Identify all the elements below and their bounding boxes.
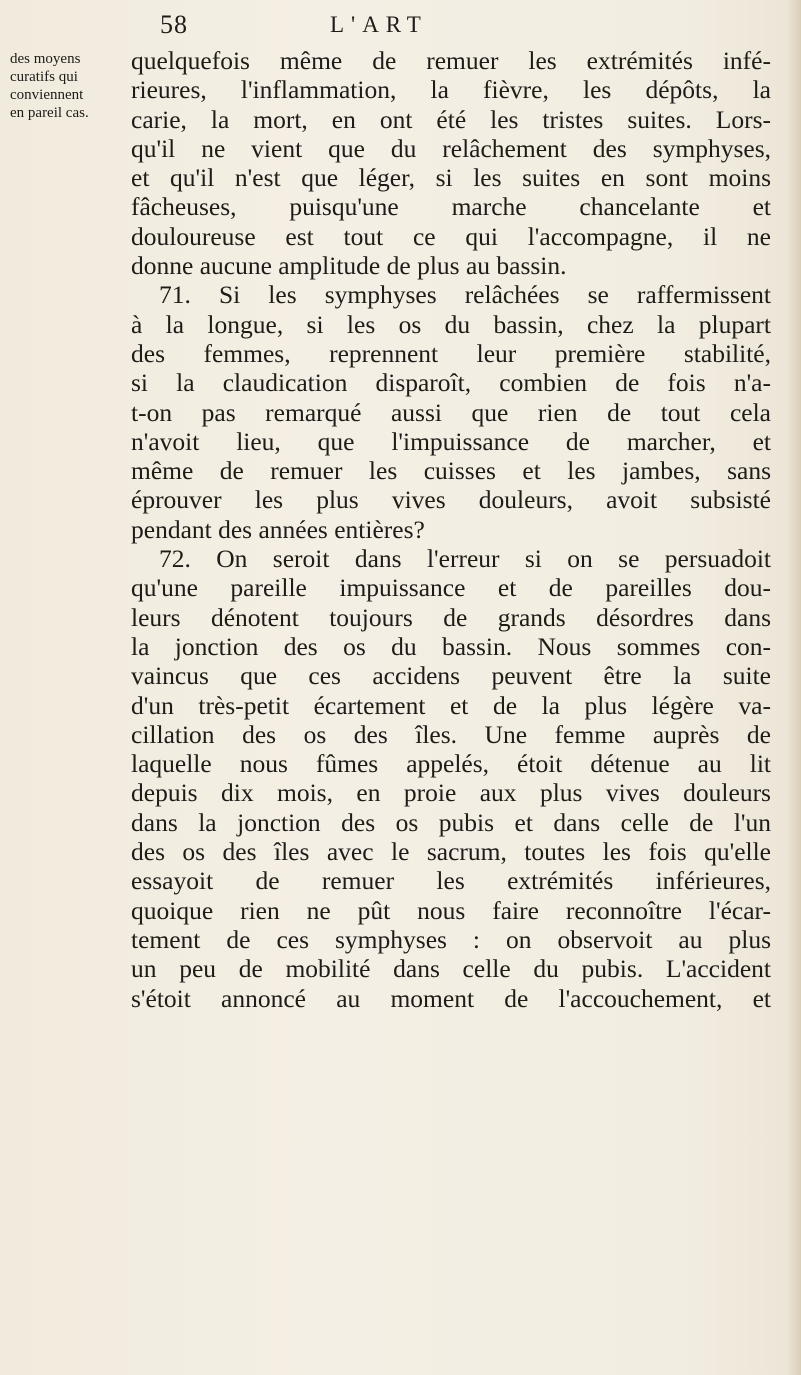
text-line: vaincus que ces accidens peuvent être la suite	[131, 661, 771, 691]
text-line: qu'une pareille impuissance et de pareilles dou-	[131, 573, 771, 603]
text-line: éprouver les plus vives douleurs, avoit subsisté	[131, 485, 771, 515]
text-line: à la longue, si les os du bassin, chez la plupart	[131, 309, 771, 339]
text-line: d'un très-petit écartement et de la plus légère va-	[131, 690, 771, 720]
text-line: n'avoit lieu, que l'impuissance de marcher, et	[131, 426, 771, 456]
text-line: depuis dix mois, en proie aux plus vives douleurs	[131, 778, 771, 808]
paragraph-72-start: 72. On seroit dans l'erreur si on se persuadoit	[159, 544, 771, 574]
text-line: pendant des années entières?	[131, 514, 425, 544]
text-line: douloureuse est tout ce qui l'accompagne, il ne	[131, 221, 771, 251]
text-line: un peu de mobilité dans celle du pubis. L'accident	[131, 954, 771, 984]
page-edge-shadow	[787, 0, 801, 1375]
margin-note-line: conviennent	[10, 87, 84, 103]
paragraph-71-start: 71. Si les symphyses relâchées se raffermissent	[159, 280, 771, 310]
running-head	[0, 10, 801, 50]
text-line: essayoit de remuer les extrémités inférieures,	[131, 866, 771, 896]
text-line: leurs dénotent toujours de grands désordres dans	[131, 602, 771, 632]
text-line: qu'il ne vient que du relâchement des symphyses,	[131, 133, 771, 163]
margin-note-line: en pareil cas.	[10, 105, 89, 121]
text-line: carie, la mort, en ont été les tristes suites. Lors-	[131, 104, 771, 134]
text-line: rieures, l'inflammation, la fièvre, les dépôts, la	[131, 75, 771, 105]
text-line: t-on pas remarqué aussi que rien de tout cela	[131, 397, 771, 427]
running-title: L'ART	[330, 12, 428, 37]
text-line: et qu'il n'est que léger, si les suites en sont moins	[131, 163, 771, 193]
text-line: la jonction des os du bassin. Nous sommes con-	[131, 631, 771, 661]
margin-note	[10, 50, 130, 122]
text-line: même de remuer les cuisses et les jambes, sans	[131, 456, 771, 486]
text-line: dans la jonction des os pubis et dans celle de l'un	[131, 807, 771, 837]
text-line: des os des îles avec le sacrum, toutes les fois qu'elle	[131, 837, 771, 867]
text-line: si la claudication disparoît, combien de fois n'a-	[131, 368, 771, 398]
body-text	[131, 46, 771, 1013]
page-number: 58	[160, 10, 188, 39]
text-line: fâcheuses, puisqu'une marche chancelante et	[131, 192, 771, 222]
text-line: laquelle nous fûmes appelés, étoit détenue au lit	[131, 749, 771, 779]
text-line: quoique rien ne pût nous faire reconnoître l'écar-	[131, 895, 771, 925]
text-line: tement de ces symphyses : on observoit au plus	[131, 924, 771, 954]
text-line: cillation des os des îles. Une femme auprès de	[131, 719, 771, 749]
margin-note-line: des moyens	[10, 51, 81, 67]
margin-note-line: curatifs qui	[10, 69, 78, 85]
text-line: quelquefois même de remuer les extrémités infé-	[131, 46, 771, 75]
text-line: des femmes, reprennent leur première stabilité,	[131, 338, 771, 368]
text-line: donne aucune amplitude de plus au bassin.	[131, 251, 567, 281]
text-line: s'étoit annoncé au moment de l'accouchement, et	[131, 983, 771, 1013]
